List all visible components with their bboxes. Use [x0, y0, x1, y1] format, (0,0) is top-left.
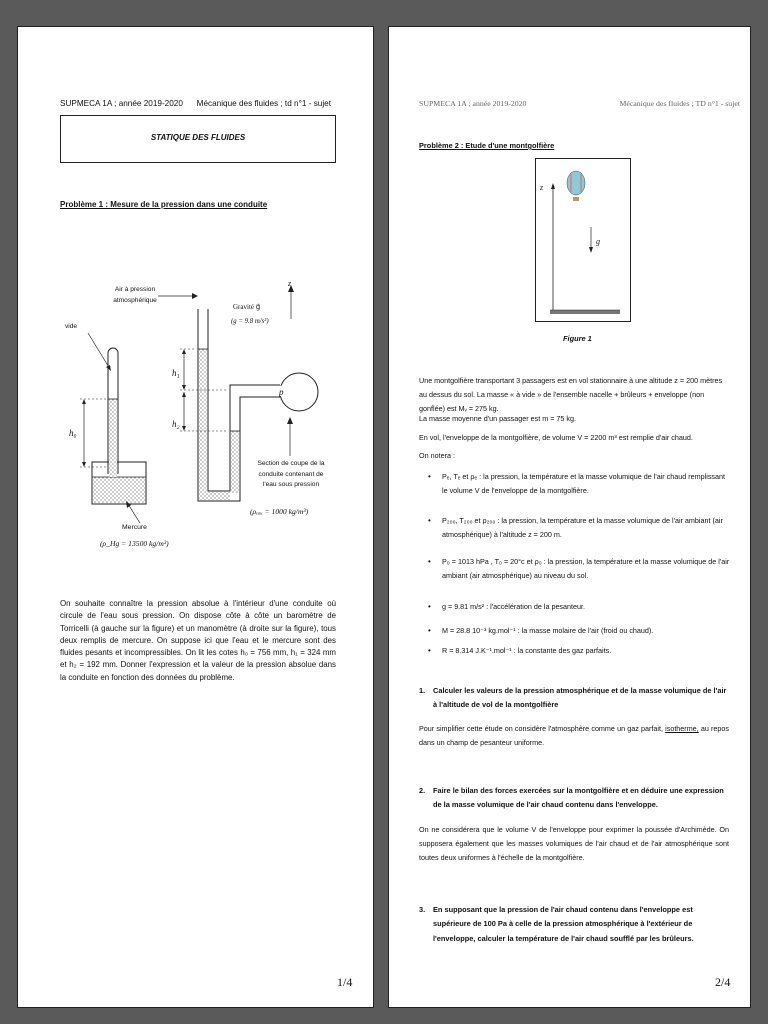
problem-1-title: Problème 1 : Mesure de la pression dans une conduite	[60, 200, 268, 209]
header-left: SUPMECA 1A ; année 2019-2020	[419, 99, 527, 108]
page-1	[17, 26, 374, 1008]
mercure-label: Mercure	[122, 524, 147, 531]
rho-hg-label: (ρ_Hg = 13500 kg/m³)	[100, 539, 169, 548]
header-right: Mécanique des fluides ; td n°1 - sujet	[196, 99, 331, 108]
gravity-label: Gravité g⃗	[233, 303, 261, 311]
h1-label: h₁	[172, 368, 180, 378]
intro-4: On notera :	[419, 451, 455, 460]
rho-eau-label: (ρₑₐᵤ = 1000 kg/m³)	[250, 507, 309, 516]
manometer-figure	[18, 249, 374, 549]
question-1-body: Pour simplifier cette étude on considère l'atmosphère comme un gaz parfait, isotherme, au repos dans un champ de pesanteur uniforme.	[419, 724, 729, 748]
header-left: SUPMECA 1A ; année 2019-2020	[60, 99, 183, 108]
section-label-1: Section de coupe de la	[257, 460, 325, 467]
h0-label: h₀	[69, 428, 77, 438]
fig-z-label: z	[540, 183, 544, 192]
figure-caption: Figure 1	[563, 334, 592, 343]
problem-1-body: On souhaite connaître la pression absolue à l'intérieur d'une conduite où circule de l'eau sous pression. On dispose côte à côte un baromètre de Torricelli (à gauche sur la figure) et un manomètre (à droite sur la figure), tous deux remplis de mercure. On suppose ici que l'eau et le mercure sont des fluides pesants et incompressibles. On lit les cotes h₀ = 756 mm, h₁ = 324 mm et h₂ = 192 mm. Donner l'expression et la valeur de la pression absolue dans la conduite en fonction des données du problème.	[60, 599, 336, 682]
problem-2-title: Problème 2 : Etude d'une montgolfière	[419, 141, 555, 150]
bullet-item: • g = 9.81 m/s² : l'accélération de la pesanteur.	[428, 602, 586, 611]
air-label-1: Air à pression	[114, 286, 156, 293]
torricelli-barometer	[92, 348, 146, 504]
title-box	[60, 115, 336, 163]
balloon-figure	[535, 158, 631, 322]
bullet-item: • P₂₀₀, T₂₀₀ et ρ₂₀₀ : la pression, la température et la masse volumique de l'air ambiant (air atmosphérique) à l'altitude z = 200 m.	[428, 516, 723, 539]
bullet-item: • Pₑ, Tₑ et ρₑ : la pression, la température et la masse volumique de l'air chaud remplissant le volume V de l'enveloppe de la montgolfière.	[428, 472, 726, 495]
section-label-2: conduite contenant de	[258, 470, 324, 478]
page-number: 1/4	[337, 975, 353, 989]
question-3-number: 3.	[419, 905, 426, 914]
question-1-title: 1. Calculer les valeurs de la pression atmosphérique et de la masse volumique de l'air à l'altitude de vol de la montgolfière	[419, 686, 727, 710]
bullet-item: • P₀ = 1013 hPa , T₀ = 20°c et ρ₀ : la pression, la température et la masse volumique de l'air ambiant (air atmosphérique) au niveau du sol.	[428, 557, 730, 580]
question-2-number: 2.	[419, 786, 426, 795]
page-2	[388, 26, 751, 1008]
page-title: STATIQUE DES FLUIDES	[150, 133, 246, 142]
question-1-number: 1.	[419, 686, 426, 695]
h2-label: h₂	[172, 419, 180, 429]
header-right: Mécanique des fluides ; TD n°1 - sujet	[619, 99, 740, 108]
bullet-item: • R = 8.314 J.K⁻¹.mol⁻¹ : la constante des gaz parfaits.	[428, 646, 612, 655]
intro-1: Une montgolfière transportant 3 passagers est en vol stationnaire à une altitude z = 200 mètres au dessus du sol. La masse « à vide » de l'ensemble nacelle + brûleurs + enveloppe (non gonflée) est Mᵥ = 275 kg.	[419, 376, 723, 414]
bullet-item: • M = 28.8 10⁻³ kg.mol⁻¹ : la masse molaire de l'air (froid ou chaud).	[428, 626, 654, 635]
intro-2: La masse moyenne d'un passager est m = 75 kg.	[419, 414, 576, 423]
question-2-body: On ne considérera que le volume V de l'enveloppe pour exprimer la poussée d'Archimède. On supposera également que les masses volumiques de l'air chaud et de l'air atmosphérique sont toutes deux uniformes à l'échelle de la montgolfière.	[419, 825, 729, 863]
section-label-3: l'eau sous pression	[262, 481, 320, 489]
intro-3: En vol, l'enveloppe de la montgolfière, de volume V = 2200 m³ est remplie d'air chaud.	[419, 433, 693, 442]
question-2-title: 2. Faire le bilan des forces exercées sur la montgolfière et en déduire une expression de la masse volumique de l'air chaud contenu dans l'enveloppe.	[419, 786, 724, 810]
fig-g-label: g⃗	[596, 237, 607, 246]
gravity-value: (g = 9.8 m/s²)	[231, 318, 269, 325]
page-number: 2/4	[715, 975, 731, 989]
air-label-2: atmosphérique	[113, 296, 157, 304]
p-label: p	[279, 387, 284, 397]
z-label: z	[288, 279, 292, 288]
question-3-title: 3. En supposant que la pression de l'air chaud contenu dans l'enveloppe est supérieure de 100 Pa à celle de la pression atmosphérique à l'extérieur de l'enveloppe, calculer la température de l'air chaud soufflé par les brûleurs.	[419, 905, 694, 943]
vide-label: vide	[65, 323, 78, 330]
balloon-drawing	[536, 159, 630, 321]
